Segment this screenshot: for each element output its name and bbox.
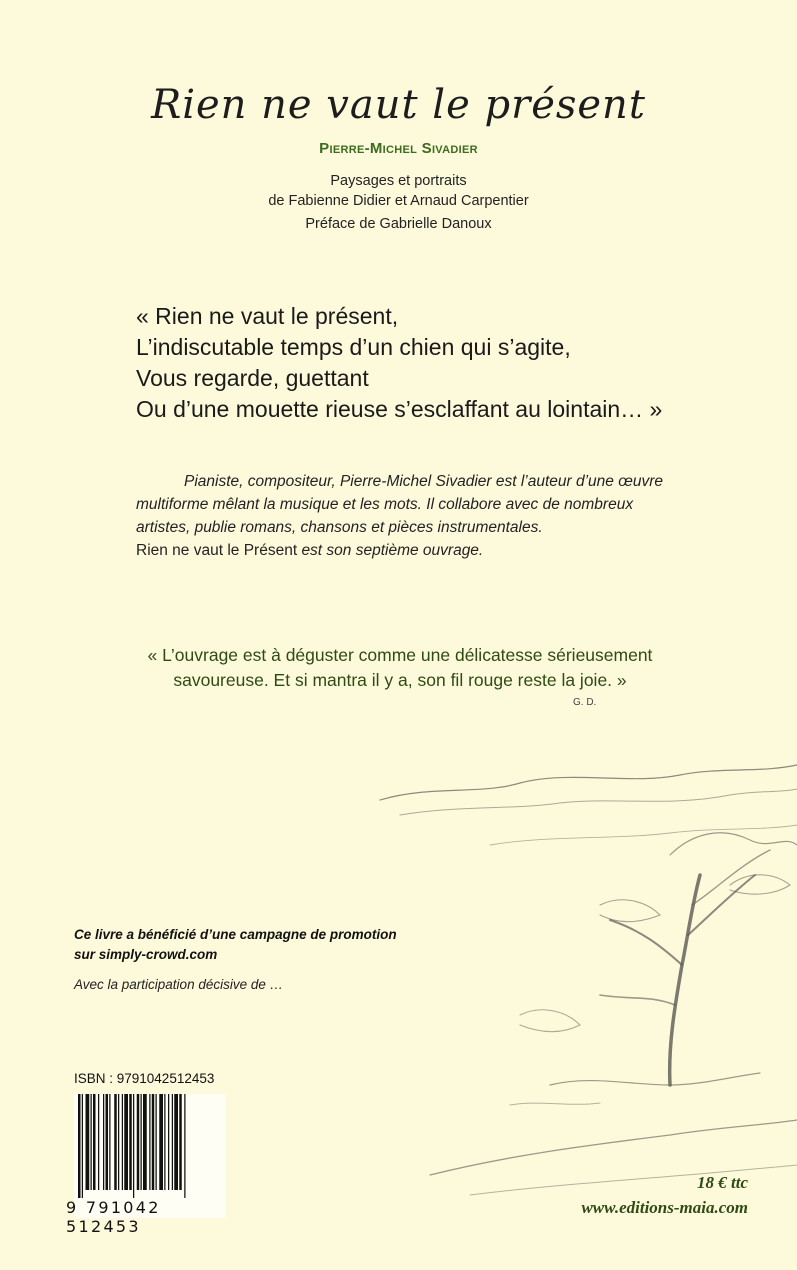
publisher-website[interactable]: www.editions-maia.com <box>581 1198 748 1217</box>
barcode-bar <box>82 1094 83 1198</box>
poem-line: « Rien ne vaut le présent, <box>136 303 399 329</box>
barcode-bar <box>137 1094 140 1190</box>
credits-line-1: Paysages et portraits <box>330 173 467 189</box>
barcode-bar <box>172 1094 173 1190</box>
barcode-icon <box>74 1094 226 1198</box>
barcode-bar <box>118 1094 119 1190</box>
review-line-1: « L’ouvrage est à déguster comme une délicatesse sérieusement <box>147 645 653 665</box>
barcode-bar <box>106 1094 109 1190</box>
barcode-bar <box>122 1094 123 1190</box>
poem-excerpt <box>136 301 756 425</box>
promotion-note <box>74 925 454 965</box>
barcode-bar <box>168 1094 169 1190</box>
barcode-bar <box>109 1094 110 1190</box>
barcode-bar <box>86 1094 90 1190</box>
barcode-bar <box>78 1094 81 1198</box>
barcode-bar <box>93 1094 96 1190</box>
review-quote <box>90 643 710 693</box>
promo-line-2: sur simply-crowd.com <box>74 947 218 962</box>
bio-book-title: Rien ne vaut le Présent <box>136 542 298 559</box>
illustration-credits <box>0 171 797 211</box>
barcode-bar <box>141 1094 142 1190</box>
barcode-bar <box>114 1094 117 1190</box>
barcode-bar <box>103 1094 104 1190</box>
promo-line-1: Ce livre a bénéficié d’une campagne de promotion <box>74 927 397 942</box>
isbn-label: ISBN : 9791042512453 <box>74 1071 215 1086</box>
barcode-bar <box>156 1094 157 1190</box>
barcode-bar <box>133 1094 134 1198</box>
book-title: Rien ne vaut le présent <box>151 82 646 128</box>
poem-line: Ou d’une mouette rieuse s’esclaffant au lointain… » <box>136 396 663 422</box>
review-line-2: savoureuse. Et si mantra il y a, son fil rouge reste la joie. » <box>173 670 627 690</box>
poem-line: L’indiscutable temps d’un chien qui s’agite, <box>136 334 571 360</box>
author-bio <box>136 470 676 562</box>
price: 18 € ttc <box>697 1173 748 1192</box>
poem-line: Vous regarde, guettant <box>136 365 369 391</box>
author-name: Pierre-Michel Sivadier <box>319 140 478 157</box>
credits-line-2: de Fabienne Didier et Arnaud Carpentier <box>268 193 529 209</box>
review-signature: G. D. <box>573 697 597 708</box>
barcode-bar <box>174 1094 178 1190</box>
bio-text-end: est son septième ouvrage. <box>301 542 484 559</box>
preface-credit: Préface de Gabrielle Danoux <box>305 216 492 232</box>
barcode-bar <box>164 1094 165 1190</box>
barcode-bar <box>184 1094 185 1198</box>
barcode-bar <box>129 1094 132 1190</box>
bio-text: Pianiste, compositeur, Pierre-Michel Sivadier est l’auteur d’une œuvre multiforme mêlant la musique et les mots. Il collabore avec de nombreux artistes, publie romans, chansons et pièces instrumentales. <box>136 473 663 536</box>
barcode-bar <box>98 1094 99 1190</box>
barcode-bar <box>143 1094 147 1190</box>
barcode-bar <box>179 1094 182 1190</box>
barcode-digits: 9 791042 512453 <box>66 1198 161 1236</box>
barcode-bar <box>124 1094 128 1190</box>
barcode-bar <box>159 1094 163 1190</box>
barcode-bar <box>149 1094 150 1190</box>
barcode-bar <box>152 1094 155 1190</box>
barcode-bar <box>91 1094 92 1190</box>
participation-note: Avec la participation décisive de … <box>74 977 284 992</box>
